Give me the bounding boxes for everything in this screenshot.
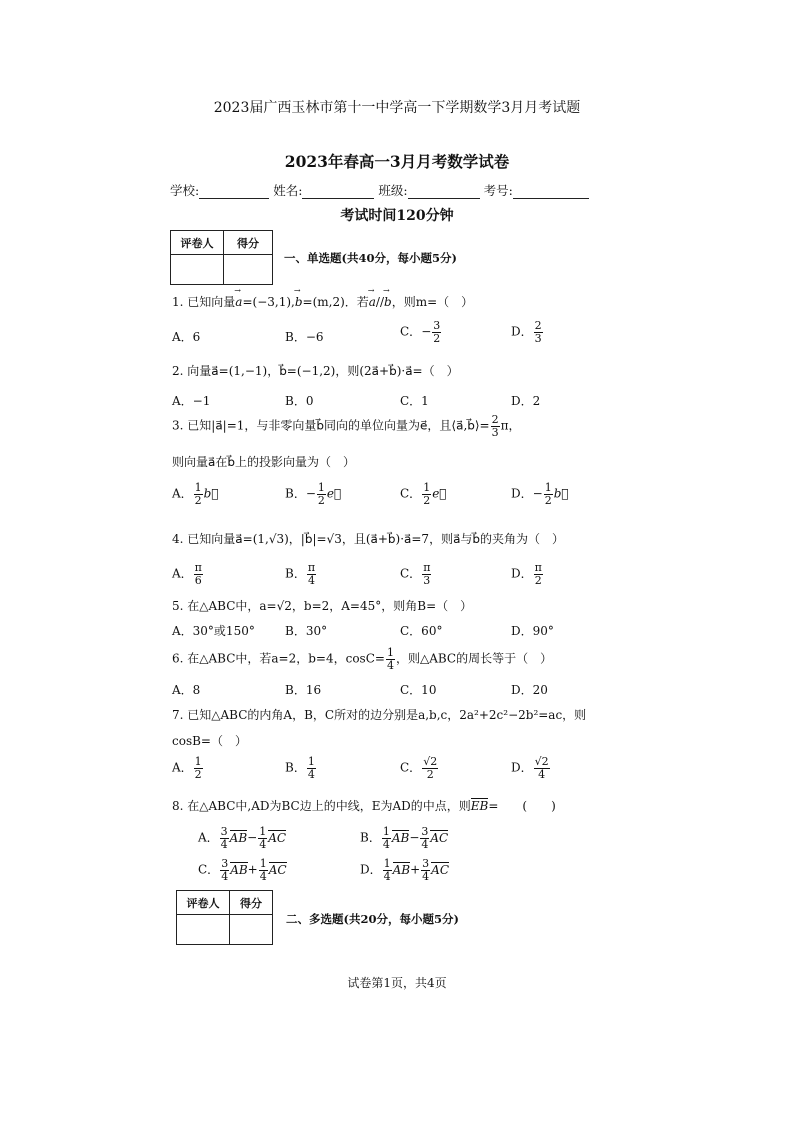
q4-option-b[interactable]: B． $\frac{\pi}{4}$ xyxy=(285,561,316,587)
section-2-heading: 二、多选题(共20分，每小题5分) xyxy=(286,912,459,926)
question-4: 4. 已知向量a⃗=(1,√3)，|b⃗|=√3，且(a⃗+b⃗)·a⃗=7，则a⃗与b⃗的夹角为（ ） xyxy=(172,532,565,546)
q5-option-b[interactable]: B．30° xyxy=(285,624,328,638)
grader-table-1 xyxy=(170,230,273,285)
q1-option-a[interactable]: A．6 xyxy=(172,330,201,344)
q3-option-b[interactable]: B．− $\frac{1}{2}$ e⃗ xyxy=(285,481,342,507)
q2-option-a[interactable]: A．−1 xyxy=(172,394,211,408)
grader-table-2 xyxy=(176,890,273,945)
q4-option-a[interactable]: A． $\frac{\pi}{6}$ xyxy=(172,561,202,587)
page-footer: 试卷第1页，共4页 xyxy=(347,976,447,990)
q4-option-d[interactable]: D． $\frac{\pi}{2}$ xyxy=(511,561,542,587)
exam-duration: 考试时间120分钟 xyxy=(340,208,454,224)
q8-option-b[interactable]: B． $\frac{1}{4}$ AB− $\frac{3}{4}$ AC xyxy=(360,825,449,851)
document-title: 2023届广西玉林市第十一中学高一下学期数学3月月考试题 xyxy=(213,100,581,116)
question-3-line-2: 则向量a⃗在b⃗上的投影向量为（ ） xyxy=(172,455,355,469)
score-cell[interactable] xyxy=(230,915,273,945)
q2-option-c[interactable]: C．1 xyxy=(400,394,429,408)
q5-option-c[interactable]: C．60° xyxy=(400,624,443,638)
score-header: 得分 xyxy=(224,231,273,255)
q3-option-d[interactable]: D．− $\frac{1}{2}$ b⃗ xyxy=(511,481,569,507)
name-field[interactable] xyxy=(302,186,374,199)
grader-header: 评卷人 xyxy=(171,231,224,255)
question-7: 7. 已知△ABC的内角A，B，C所对的边分别是a,b,c，2a²+2c²−2b²=ac，则 xyxy=(172,708,587,722)
paper-title: 2023年春高一3月月考数学试卷 xyxy=(284,152,510,171)
q2-option-d[interactable]: D．2 xyxy=(511,394,541,408)
student-info-line xyxy=(170,181,589,199)
q7-option-b[interactable]: B． $\frac{1}{4}$ xyxy=(285,755,315,781)
q5-option-d[interactable]: D．90° xyxy=(511,624,554,638)
q1-option-c[interactable]: C．− $\frac{3}{2}$ xyxy=(400,319,441,345)
exam-no-field[interactable] xyxy=(513,186,589,199)
question-5: 5. 在△ABC中，a=√2，b=2，A=45°，则角B=（ ） xyxy=(172,599,473,613)
q5-option-a[interactable]: A．30°或150° xyxy=(172,624,255,638)
q8-option-d[interactable]: D． $\frac{1}{4}$ AB+ $\frac{3}{4}$ AC xyxy=(360,857,450,883)
question-2: 2. 向量a⃗=(1,−1)，b⃗=(−1,2)，则(2a⃗+b⃗)·a⃗=（ ） xyxy=(172,364,459,378)
grader-cell[interactable] xyxy=(171,255,224,285)
exam-no-label: 考号: xyxy=(483,183,513,198)
q4-option-c[interactable]: C． $\frac{\pi}{3}$ xyxy=(400,561,431,587)
question-1: 1. 已知向量→ a=(−3,1),→ b=(m,2)．若→ a//→ b，则m=（ ） xyxy=(172,293,473,310)
school-label: 学校: xyxy=(170,183,200,198)
grader-header: 评卷人 xyxy=(177,891,230,915)
school-field[interactable] xyxy=(199,186,269,199)
class-field[interactable] xyxy=(408,186,480,199)
score-cell[interactable] xyxy=(224,255,273,285)
q2-option-b[interactable]: B．0 xyxy=(285,394,314,408)
question-8: 8. 在△ABC中,AD为BC边上的中线，E为AD的中点，则EB= ( ) xyxy=(172,799,556,813)
name-label: 姓名: xyxy=(273,183,303,198)
question-3: 3. 已知|a⃗|=1，与非零向量b⃗同向的单位向量为e⃗，且⟨a⃗,b⃗⟩= $\frac{2}{3}$ π， xyxy=(172,413,521,439)
q3-option-c[interactable]: C． $\frac{1}{2}$ e⃗ xyxy=(400,481,447,507)
score-header: 得分 xyxy=(230,891,273,915)
q6-option-a[interactable]: A．8 xyxy=(172,683,201,697)
q7-option-d[interactable]: D． $\frac{√2}{4}$ xyxy=(511,755,549,781)
q6-option-c[interactable]: C．10 xyxy=(400,683,437,697)
q8-option-c[interactable]: C． $\frac{3}{4}$ AB+ $\frac{1}{4}$ AC xyxy=(198,857,287,883)
grader-cell[interactable] xyxy=(177,915,230,945)
q7-option-c[interactable]: C． $\frac{√2}{2}$ xyxy=(400,755,438,781)
question-7-line-2: cosB=（ ） xyxy=(172,734,247,748)
q6-option-b[interactable]: B．16 xyxy=(285,683,322,697)
class-label: 班级: xyxy=(378,183,408,198)
q1-option-d[interactable]: D． $\frac{2}{3}$ xyxy=(511,319,542,345)
q8-option-a[interactable]: A． $\frac{3}{4}$ AB− $\frac{1}{4}$ AC xyxy=(198,825,287,851)
q6-option-d[interactable]: D．20 xyxy=(511,683,548,697)
q3-option-a[interactable]: A． $\frac{1}{2}$ b⃗ xyxy=(172,481,219,507)
q7-option-a[interactable]: A． $\frac{1}{2}$ xyxy=(172,755,202,781)
question-6: 6. 在△ABC中，若a=2，b=4，cosC= $\frac{1}{4}$ ，则△ABC的周长等于（ ） xyxy=(172,646,553,672)
q1-option-b[interactable]: B．−6 xyxy=(285,330,324,344)
section-1-heading: 一、单选题(共40分，每小题5分) xyxy=(284,251,457,265)
